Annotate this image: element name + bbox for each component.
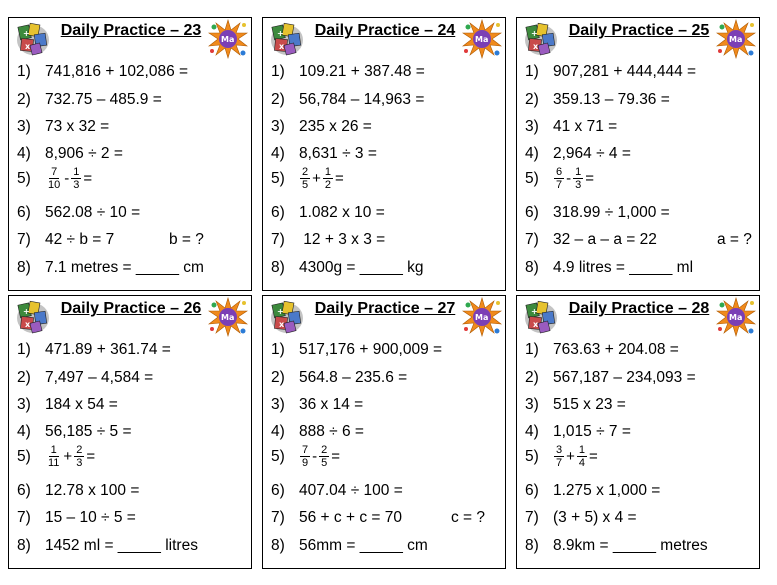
question-number: 3) bbox=[525, 396, 539, 413]
svg-text:+: + bbox=[23, 307, 30, 316]
practice-card-1 bbox=[8, 17, 252, 291]
question-text: 36 x 14 = bbox=[299, 396, 364, 413]
numerator: 6 bbox=[556, 166, 563, 178]
question-number: 3) bbox=[525, 118, 539, 135]
question-number: 3) bbox=[17, 396, 31, 413]
question-5 bbox=[525, 444, 599, 469]
question-text: 888 ÷ 6 = bbox=[299, 423, 364, 440]
question-text: 184 x 54 = bbox=[45, 396, 118, 413]
question-number: 3) bbox=[17, 118, 31, 135]
question-text: 235 x 26 = bbox=[299, 118, 372, 135]
question-4 bbox=[271, 423, 364, 441]
question-number: 2) bbox=[17, 369, 31, 386]
denominator: 10 bbox=[48, 179, 61, 191]
question-number: 7) bbox=[17, 509, 31, 526]
practice-card-5 bbox=[262, 295, 506, 569]
question-7 bbox=[271, 231, 385, 249]
fraction-2 bbox=[71, 166, 81, 191]
numerator: 1 bbox=[50, 444, 57, 456]
fraction-operator: - bbox=[566, 170, 572, 187]
card-title: Daily Practice – 27 bbox=[314, 300, 456, 317]
question-number: 6) bbox=[271, 204, 285, 221]
question-2 bbox=[17, 369, 153, 387]
question-text: 4300g = _____ kg bbox=[299, 259, 424, 276]
svg-text:Ma: Ma bbox=[221, 313, 235, 322]
fraction-operator: - bbox=[312, 448, 318, 465]
question-number: 1) bbox=[271, 341, 285, 358]
card-title: Daily Practice – 25 bbox=[568, 22, 710, 39]
question-text: 8,906 ÷ 2 = bbox=[45, 145, 123, 162]
question-number: 1) bbox=[525, 63, 539, 80]
question-number: 7) bbox=[271, 509, 285, 526]
card-title: Daily Practice – 28 bbox=[568, 300, 710, 317]
card-header bbox=[263, 18, 505, 54]
question-number: 4) bbox=[17, 423, 31, 440]
practice-card-6 bbox=[516, 295, 760, 569]
question-text: 2,964 ÷ 4 = bbox=[553, 145, 631, 162]
question-number: 4) bbox=[525, 423, 539, 440]
denominator: 3 bbox=[73, 179, 80, 191]
question-text: 7,497 – 4,584 = bbox=[45, 369, 154, 386]
question-1 bbox=[271, 341, 442, 359]
question-4 bbox=[525, 423, 631, 441]
equals-sign: = bbox=[83, 170, 93, 187]
question-text: 8,631 ÷ 3 = bbox=[299, 145, 377, 162]
fraction-1 bbox=[300, 444, 310, 469]
question-8 bbox=[17, 537, 198, 555]
question-number: 2) bbox=[271, 369, 285, 386]
question-number: 5) bbox=[17, 447, 31, 465]
question-number: 4) bbox=[525, 145, 539, 162]
question-number: 7) bbox=[271, 231, 285, 248]
svg-text:+: + bbox=[277, 29, 284, 38]
question-7 bbox=[525, 231, 752, 249]
question-text: 562.08 ÷ 10 = bbox=[45, 204, 141, 221]
numerator: 2 bbox=[321, 444, 328, 456]
denominator: 7 bbox=[556, 457, 563, 469]
question-number: 8) bbox=[17, 259, 31, 276]
numerator: 1 bbox=[324, 166, 332, 178]
question-number: 4) bbox=[271, 423, 285, 440]
question-number: 1) bbox=[17, 63, 31, 80]
fraction-operator: + bbox=[63, 448, 73, 465]
maths-burst-logo-icon bbox=[208, 19, 248, 59]
practice-card-2 bbox=[262, 17, 506, 291]
question-text: 1.275 x 1,000 = bbox=[553, 482, 661, 499]
denominator: 5 bbox=[302, 179, 309, 191]
question-number: 5) bbox=[271, 447, 285, 465]
question-number: 1) bbox=[271, 63, 285, 80]
svg-text:Ma: Ma bbox=[729, 35, 743, 44]
numerator: 2 bbox=[76, 444, 83, 456]
question-1 bbox=[271, 63, 425, 81]
card-title: Daily Practice – 24 bbox=[314, 22, 456, 39]
question-2 bbox=[525, 369, 696, 387]
svg-text:Ma: Ma bbox=[729, 313, 743, 322]
question-number: 8) bbox=[271, 259, 285, 276]
svg-text:Ma: Ma bbox=[221, 35, 235, 44]
question-number: 1) bbox=[17, 341, 31, 358]
fraction-2 bbox=[74, 444, 84, 469]
fraction-1 bbox=[554, 166, 564, 191]
question-text: 56mm = _____ cm bbox=[299, 537, 428, 554]
question-3 bbox=[17, 118, 109, 136]
numerator: 1 bbox=[73, 166, 80, 178]
maths-burst-logo-icon bbox=[716, 19, 756, 59]
fraction-1 bbox=[554, 444, 564, 469]
maths-burst-logo-icon bbox=[462, 297, 502, 337]
question-number: 4) bbox=[271, 145, 285, 162]
question-number: 5) bbox=[525, 169, 539, 187]
question-text: 15 – 10 ÷ 5 = bbox=[45, 509, 136, 526]
maths-burst-logo-icon bbox=[462, 19, 502, 59]
question-7 bbox=[17, 509, 136, 527]
unknown-prompt: c = ? bbox=[451, 509, 486, 526]
card-header bbox=[517, 296, 759, 332]
card-header bbox=[9, 18, 251, 54]
question-4 bbox=[17, 423, 132, 441]
question-number: 5) bbox=[17, 169, 31, 187]
practice-card-3 bbox=[516, 17, 760, 291]
question-number: 1) bbox=[525, 341, 539, 358]
equals-sign: = bbox=[331, 448, 341, 465]
denominator: 5 bbox=[321, 457, 328, 469]
question-3 bbox=[17, 396, 118, 414]
numerator: 3 bbox=[556, 444, 563, 456]
svg-text:Ma: Ma bbox=[475, 35, 489, 44]
svg-text:x: x bbox=[533, 42, 539, 51]
practice-card-4 bbox=[8, 295, 252, 569]
card-header bbox=[517, 18, 759, 54]
question-text: 517,176 + 900,009 = bbox=[299, 341, 443, 358]
question-3 bbox=[271, 118, 372, 136]
question-8 bbox=[271, 259, 424, 277]
fraction-1 bbox=[46, 166, 62, 191]
question-6 bbox=[271, 482, 403, 500]
question-4 bbox=[525, 145, 631, 163]
question-number: 5) bbox=[271, 169, 285, 187]
fraction-2 bbox=[323, 166, 333, 191]
question-text: 12 + 3 x 3 = bbox=[299, 231, 386, 248]
question-text: 8.9km = _____ metres bbox=[553, 537, 708, 554]
question-text: 318.99 ÷ 1,000 = bbox=[553, 204, 670, 221]
svg-text:+: + bbox=[531, 307, 538, 316]
question-7 bbox=[525, 509, 637, 527]
numerator: 1 bbox=[578, 444, 586, 456]
question-text: 1.082 x 10 = bbox=[299, 204, 385, 221]
fraction-2 bbox=[577, 444, 587, 469]
equals-sign: = bbox=[86, 448, 96, 465]
question-number: 3) bbox=[271, 118, 285, 135]
fraction-2 bbox=[319, 444, 329, 469]
question-8 bbox=[271, 537, 428, 555]
question-number: 8) bbox=[271, 537, 285, 554]
maths-burst-logo-icon bbox=[208, 297, 248, 337]
fraction-1 bbox=[46, 444, 61, 469]
unknown-prompt: b = ? bbox=[169, 231, 204, 248]
fraction-2 bbox=[573, 166, 583, 191]
maths-blocks-logo-icon bbox=[267, 298, 307, 336]
maths-blocks-logo-icon bbox=[267, 20, 307, 58]
numerator: 1 bbox=[575, 166, 582, 178]
maths-burst-logo-icon bbox=[716, 297, 756, 337]
svg-text:Ma: Ma bbox=[475, 313, 489, 322]
svg-text:x: x bbox=[279, 320, 285, 329]
svg-text:x: x bbox=[25, 320, 31, 329]
question-number: 7) bbox=[17, 231, 31, 248]
question-text: 564.8 – 235.6 = bbox=[299, 369, 408, 386]
question-text: 32 – a – a = 22 bbox=[553, 231, 657, 248]
question-text: 763.63 + 204.08 = bbox=[553, 341, 679, 358]
question-8 bbox=[525, 537, 708, 555]
question-text: 1452 ml = _____ litres bbox=[45, 537, 198, 554]
question-5 bbox=[17, 166, 93, 191]
question-text: 12.78 x 100 = bbox=[45, 482, 140, 499]
question-number: 2) bbox=[17, 91, 31, 108]
equals-sign: = bbox=[589, 448, 598, 465]
question-text: 56,784 – 14,963 = bbox=[299, 91, 425, 108]
question-1 bbox=[525, 63, 696, 81]
question-7 bbox=[271, 509, 486, 527]
denominator: 3 bbox=[76, 457, 83, 469]
question-8 bbox=[17, 259, 204, 277]
maths-blocks-logo-icon bbox=[13, 20, 53, 58]
question-text: 732.75 – 485.9 = bbox=[45, 91, 162, 108]
question-number: 8) bbox=[525, 537, 539, 554]
question-number: 6) bbox=[525, 482, 539, 499]
question-text: 56 + c + c = 70 bbox=[299, 509, 402, 526]
question-text: 907,281 + 444,444 = bbox=[553, 63, 697, 80]
question-number: 2) bbox=[271, 91, 285, 108]
question-8 bbox=[525, 259, 693, 277]
question-number: 3) bbox=[271, 396, 285, 413]
question-text: 41 x 71 = bbox=[553, 118, 618, 135]
question-number: 8) bbox=[525, 259, 539, 276]
question-text: 407.04 ÷ 100 = bbox=[299, 482, 403, 499]
question-5 bbox=[271, 166, 345, 191]
question-4 bbox=[17, 145, 123, 163]
question-number: 6) bbox=[17, 204, 31, 221]
fraction-1 bbox=[300, 166, 310, 191]
question-text: 73 x 32 = bbox=[45, 118, 110, 135]
question-text: 56,185 ÷ 5 = bbox=[45, 423, 132, 440]
question-text: 515 x 23 = bbox=[553, 396, 626, 413]
question-5 bbox=[525, 166, 595, 191]
question-text: 109.21 + 387.48 = bbox=[299, 63, 425, 80]
equals-sign: = bbox=[335, 170, 344, 187]
maths-blocks-logo-icon bbox=[521, 298, 561, 336]
question-6 bbox=[525, 204, 670, 222]
question-text: 741,816 + 102,086 = bbox=[45, 63, 189, 80]
question-number: 7) bbox=[525, 509, 539, 526]
question-number: 2) bbox=[525, 91, 539, 108]
question-4 bbox=[271, 145, 377, 163]
card-title: Daily Practice – 26 bbox=[60, 300, 202, 317]
question-3 bbox=[525, 118, 617, 136]
question-text: 359.13 – 79.36 = bbox=[553, 91, 670, 108]
question-5 bbox=[271, 444, 341, 469]
denominator: 7 bbox=[556, 179, 563, 191]
question-number: 7) bbox=[525, 231, 539, 248]
question-number: 6) bbox=[271, 482, 285, 499]
denominator: 3 bbox=[575, 179, 582, 191]
question-text: 42 ÷ b = 7 bbox=[45, 231, 115, 248]
numerator: 7 bbox=[302, 444, 309, 456]
question-6 bbox=[525, 482, 660, 500]
svg-text:x: x bbox=[279, 42, 285, 51]
svg-text:x: x bbox=[533, 320, 539, 329]
maths-blocks-logo-icon bbox=[521, 20, 561, 58]
denominator: 4 bbox=[578, 457, 586, 469]
fraction-operator: + bbox=[566, 448, 575, 465]
question-6 bbox=[271, 204, 385, 222]
question-7 bbox=[17, 231, 204, 249]
numerator: 2 bbox=[302, 166, 309, 178]
denominator: 2 bbox=[324, 179, 332, 191]
question-6 bbox=[17, 204, 140, 222]
question-text: 1,015 ÷ 7 = bbox=[553, 423, 631, 440]
svg-text:x: x bbox=[25, 42, 31, 51]
question-6 bbox=[17, 482, 139, 500]
question-text: 7.1 metres = _____ cm bbox=[45, 259, 204, 276]
question-number: 2) bbox=[525, 369, 539, 386]
fraction-operator: - bbox=[64, 170, 70, 187]
maths-blocks-logo-icon bbox=[13, 298, 53, 336]
question-2 bbox=[271, 91, 424, 109]
question-number: 5) bbox=[525, 447, 539, 465]
question-number: 8) bbox=[17, 537, 31, 554]
question-text: (3 + 5) x 4 = bbox=[553, 509, 637, 526]
denominator: 9 bbox=[302, 457, 309, 469]
numerator: 7 bbox=[51, 166, 58, 178]
question-2 bbox=[271, 369, 407, 387]
question-2 bbox=[17, 91, 162, 109]
question-number: 4) bbox=[17, 145, 31, 162]
question-number: 6) bbox=[17, 482, 31, 499]
card-header bbox=[9, 296, 251, 332]
fraction-operator: + bbox=[312, 170, 321, 187]
question-5 bbox=[17, 444, 96, 469]
svg-text:+: + bbox=[23, 29, 30, 38]
question-3 bbox=[271, 396, 363, 414]
svg-text:+: + bbox=[531, 29, 538, 38]
question-1 bbox=[17, 63, 188, 81]
question-text: 4.9 litres = _____ ml bbox=[553, 259, 694, 276]
card-header bbox=[263, 296, 505, 332]
question-2 bbox=[525, 91, 670, 109]
unknown-prompt: a = ? bbox=[717, 231, 752, 248]
question-1 bbox=[525, 341, 679, 359]
card-title: Daily Practice – 23 bbox=[60, 22, 202, 39]
question-1 bbox=[17, 341, 171, 359]
question-text: 567,187 – 234,093 = bbox=[553, 369, 696, 386]
equals-sign: = bbox=[585, 170, 595, 187]
question-number: 6) bbox=[525, 204, 539, 221]
svg-text:+: + bbox=[277, 307, 284, 316]
question-text: 471.89 + 361.74 = bbox=[45, 341, 171, 358]
question-3 bbox=[525, 396, 626, 414]
denominator: 11 bbox=[48, 457, 60, 469]
